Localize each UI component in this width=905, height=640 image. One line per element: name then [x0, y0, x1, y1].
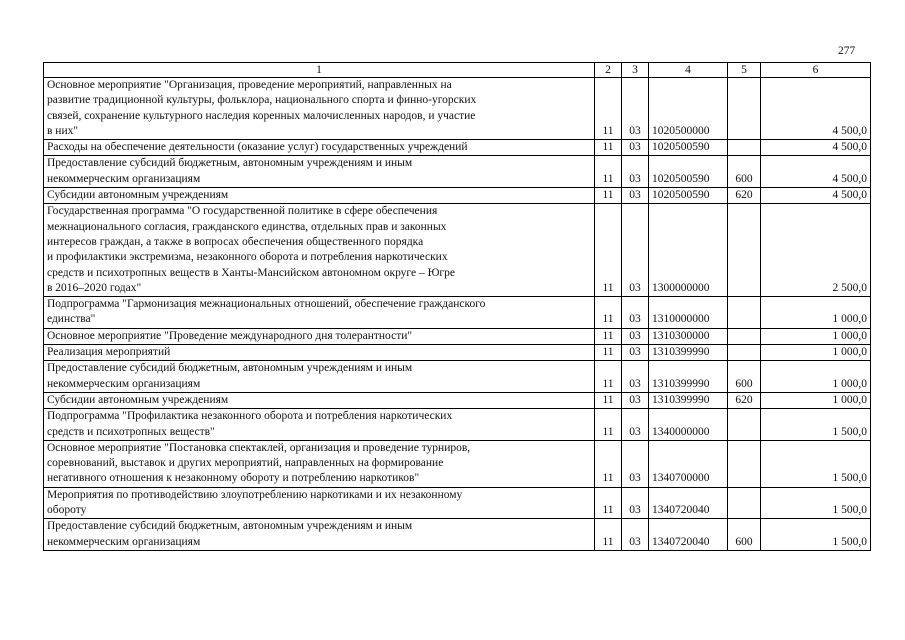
- section-code-cell: 11: [595, 156, 622, 188]
- expense-type-cell: 600: [728, 519, 761, 551]
- section-code-cell: 11: [595, 78, 622, 140]
- expense-type-cell: [728, 345, 761, 361]
- expense-type-cell: [728, 204, 761, 297]
- item-name-cell: Государственная программа "О государственной политике в сфере обеспечения межнационального согласия, гражданского единства, отдельных прав и законных интересов граждан, а также в вопросах обеспечения общественного порядка и профилактики экстремизма, незаконного оборота и потребления наркотических средств и психотропных веществ в Ханты-Мансийском автономном округе – Югре в 2016–2020 годах": [44, 204, 595, 297]
- expense-type-cell: [728, 297, 761, 329]
- expense-type-cell: 620: [728, 188, 761, 204]
- expense-type-cell: 620: [728, 392, 761, 408]
- target-article-cell: 1310399990: [649, 345, 728, 361]
- expense-type-cell: 600: [728, 361, 761, 393]
- subsection-code-cell: 03: [622, 188, 649, 204]
- header-cell: 3: [622, 63, 649, 78]
- section-code-cell: 11: [595, 519, 622, 551]
- expense-type-cell: [728, 487, 761, 519]
- section-code-cell: 11: [595, 140, 622, 156]
- section-code-cell: 11: [595, 392, 622, 408]
- header-cell: 1: [44, 63, 595, 78]
- item-name-cell: Расходы на обеспечение деятельности (оказание услуг) государственных учреждений: [44, 140, 595, 156]
- section-code-cell: 11: [595, 487, 622, 519]
- target-article-cell: 1340720040: [649, 487, 728, 519]
- expense-type-cell: 600: [728, 156, 761, 188]
- item-name-cell: Основное мероприятие "Проведение международного дня толерантности": [44, 328, 595, 344]
- table-row: [44, 519, 871, 551]
- amount-cell: 4 500,0: [761, 188, 871, 204]
- table-row: [44, 440, 871, 487]
- table-row: [44, 297, 871, 329]
- item-name-cell: Основное мероприятие "Постановка спектаклей, организация и проведение турниров, соревнований, выставок и других мероприятий, направленных на формирование негативного отношения к незаконному обороту и потреблению наркотиков": [44, 440, 595, 487]
- subsection-code-cell: 03: [622, 487, 649, 519]
- target-article-cell: 1310000000: [649, 297, 728, 329]
- section-code-cell: 11: [595, 409, 622, 441]
- subsection-code-cell: 03: [622, 440, 649, 487]
- subsection-code-cell: 03: [622, 156, 649, 188]
- section-code-cell: 11: [595, 204, 622, 297]
- amount-cell: 2 500,0: [761, 204, 871, 297]
- section-code-cell: 11: [595, 328, 622, 344]
- expense-type-cell: [728, 328, 761, 344]
- subsection-code-cell: 03: [622, 361, 649, 393]
- budget-table: [43, 62, 871, 551]
- table-row: [44, 328, 871, 344]
- amount-cell: 4 500,0: [761, 78, 871, 140]
- table-row: [44, 78, 871, 140]
- expense-type-cell: [728, 140, 761, 156]
- table-row: [44, 156, 871, 188]
- table-row: [44, 409, 871, 441]
- amount-cell: 1 000,0: [761, 361, 871, 393]
- section-code-cell: 11: [595, 440, 622, 487]
- target-article-cell: 1310300000: [649, 328, 728, 344]
- table-row: [44, 204, 871, 297]
- expense-type-cell: [728, 78, 761, 140]
- item-name-cell: Предоставление субсидий бюджетным, автономным учреждениям и иным некоммерческим организациям: [44, 361, 595, 393]
- header-cell: 4: [649, 63, 728, 78]
- target-article-cell: 1020500000: [649, 78, 728, 140]
- page-number: 277: [838, 45, 856, 57]
- amount-cell: 1 500,0: [761, 409, 871, 441]
- target-article-cell: 1340000000: [649, 409, 728, 441]
- target-article-cell: 1310399990: [649, 361, 728, 393]
- header-cell: 2: [595, 63, 622, 78]
- target-article-cell: 1300000000: [649, 204, 728, 297]
- amount-cell: 4 500,0: [761, 140, 871, 156]
- header-row: [44, 63, 871, 78]
- subsection-code-cell: 03: [622, 328, 649, 344]
- item-name-cell: Подпрограмма "Профилактика незаконного оборота и потребления наркотических средств и психотропных веществ": [44, 409, 595, 441]
- amount-cell: 1 500,0: [761, 519, 871, 551]
- subsection-code-cell: 03: [622, 78, 649, 140]
- subsection-code-cell: 03: [622, 345, 649, 361]
- subsection-code-cell: 03: [622, 140, 649, 156]
- subsection-code-cell: 03: [622, 392, 649, 408]
- item-name-cell: Основное мероприятие "Организация, проведение мероприятий, направленных на развитие традиционной культуры, фольклора, национального спорта и финно-угорских связей, сохранение культурного наследия коренных малочисленных народов, и участие в них": [44, 78, 595, 140]
- item-name-cell: Реализация мероприятий: [44, 345, 595, 361]
- subsection-code-cell: 03: [622, 519, 649, 551]
- table-row: [44, 487, 871, 519]
- section-code-cell: 11: [595, 345, 622, 361]
- section-code-cell: 11: [595, 361, 622, 393]
- item-name-cell: Мероприятия по противодействию злоупотреблению наркотиками и их незаконному обороту: [44, 487, 595, 519]
- subsection-code-cell: 03: [622, 297, 649, 329]
- item-name-cell: Субсидии автономным учреждениям: [44, 392, 595, 408]
- amount-cell: 1 000,0: [761, 392, 871, 408]
- expense-type-cell: [728, 440, 761, 487]
- section-code-cell: 11: [595, 188, 622, 204]
- item-name-cell: Субсидии автономным учреждениям: [44, 188, 595, 204]
- target-article-cell: 1340700000: [649, 440, 728, 487]
- table-row: [44, 361, 871, 393]
- amount-cell: 1 000,0: [761, 345, 871, 361]
- table-row: [44, 345, 871, 361]
- target-article-cell: 1310399990: [649, 392, 728, 408]
- subsection-code-cell: 03: [622, 204, 649, 297]
- amount-cell: 1 500,0: [761, 440, 871, 487]
- amount-cell: 4 500,0: [761, 156, 871, 188]
- table-row: [44, 188, 871, 204]
- item-name-cell: Предоставление субсидий бюджетным, автономным учреждениям и иным некоммерческим организациям: [44, 156, 595, 188]
- item-name-cell: Подпрограмма "Гармонизация межнациональных отношений, обеспечение гражданского единства": [44, 297, 595, 329]
- header-cell: 5: [728, 63, 761, 78]
- table-row: [44, 392, 871, 408]
- table-row: [44, 140, 871, 156]
- amount-cell: 1 000,0: [761, 297, 871, 329]
- item-name-cell: Предоставление субсидий бюджетным, автономным учреждениям и иным некоммерческим организациям: [44, 519, 595, 551]
- target-article-cell: 1020500590: [649, 156, 728, 188]
- target-article-cell: 1020500590: [649, 188, 728, 204]
- section-code-cell: 11: [595, 297, 622, 329]
- expense-type-cell: [728, 409, 761, 441]
- header-cell: 6: [761, 63, 871, 78]
- target-article-cell: 1340720040: [649, 519, 728, 551]
- amount-cell: 1 000,0: [761, 328, 871, 344]
- target-article-cell: 1020500590: [649, 140, 728, 156]
- subsection-code-cell: 03: [622, 409, 649, 441]
- amount-cell: 1 500,0: [761, 487, 871, 519]
